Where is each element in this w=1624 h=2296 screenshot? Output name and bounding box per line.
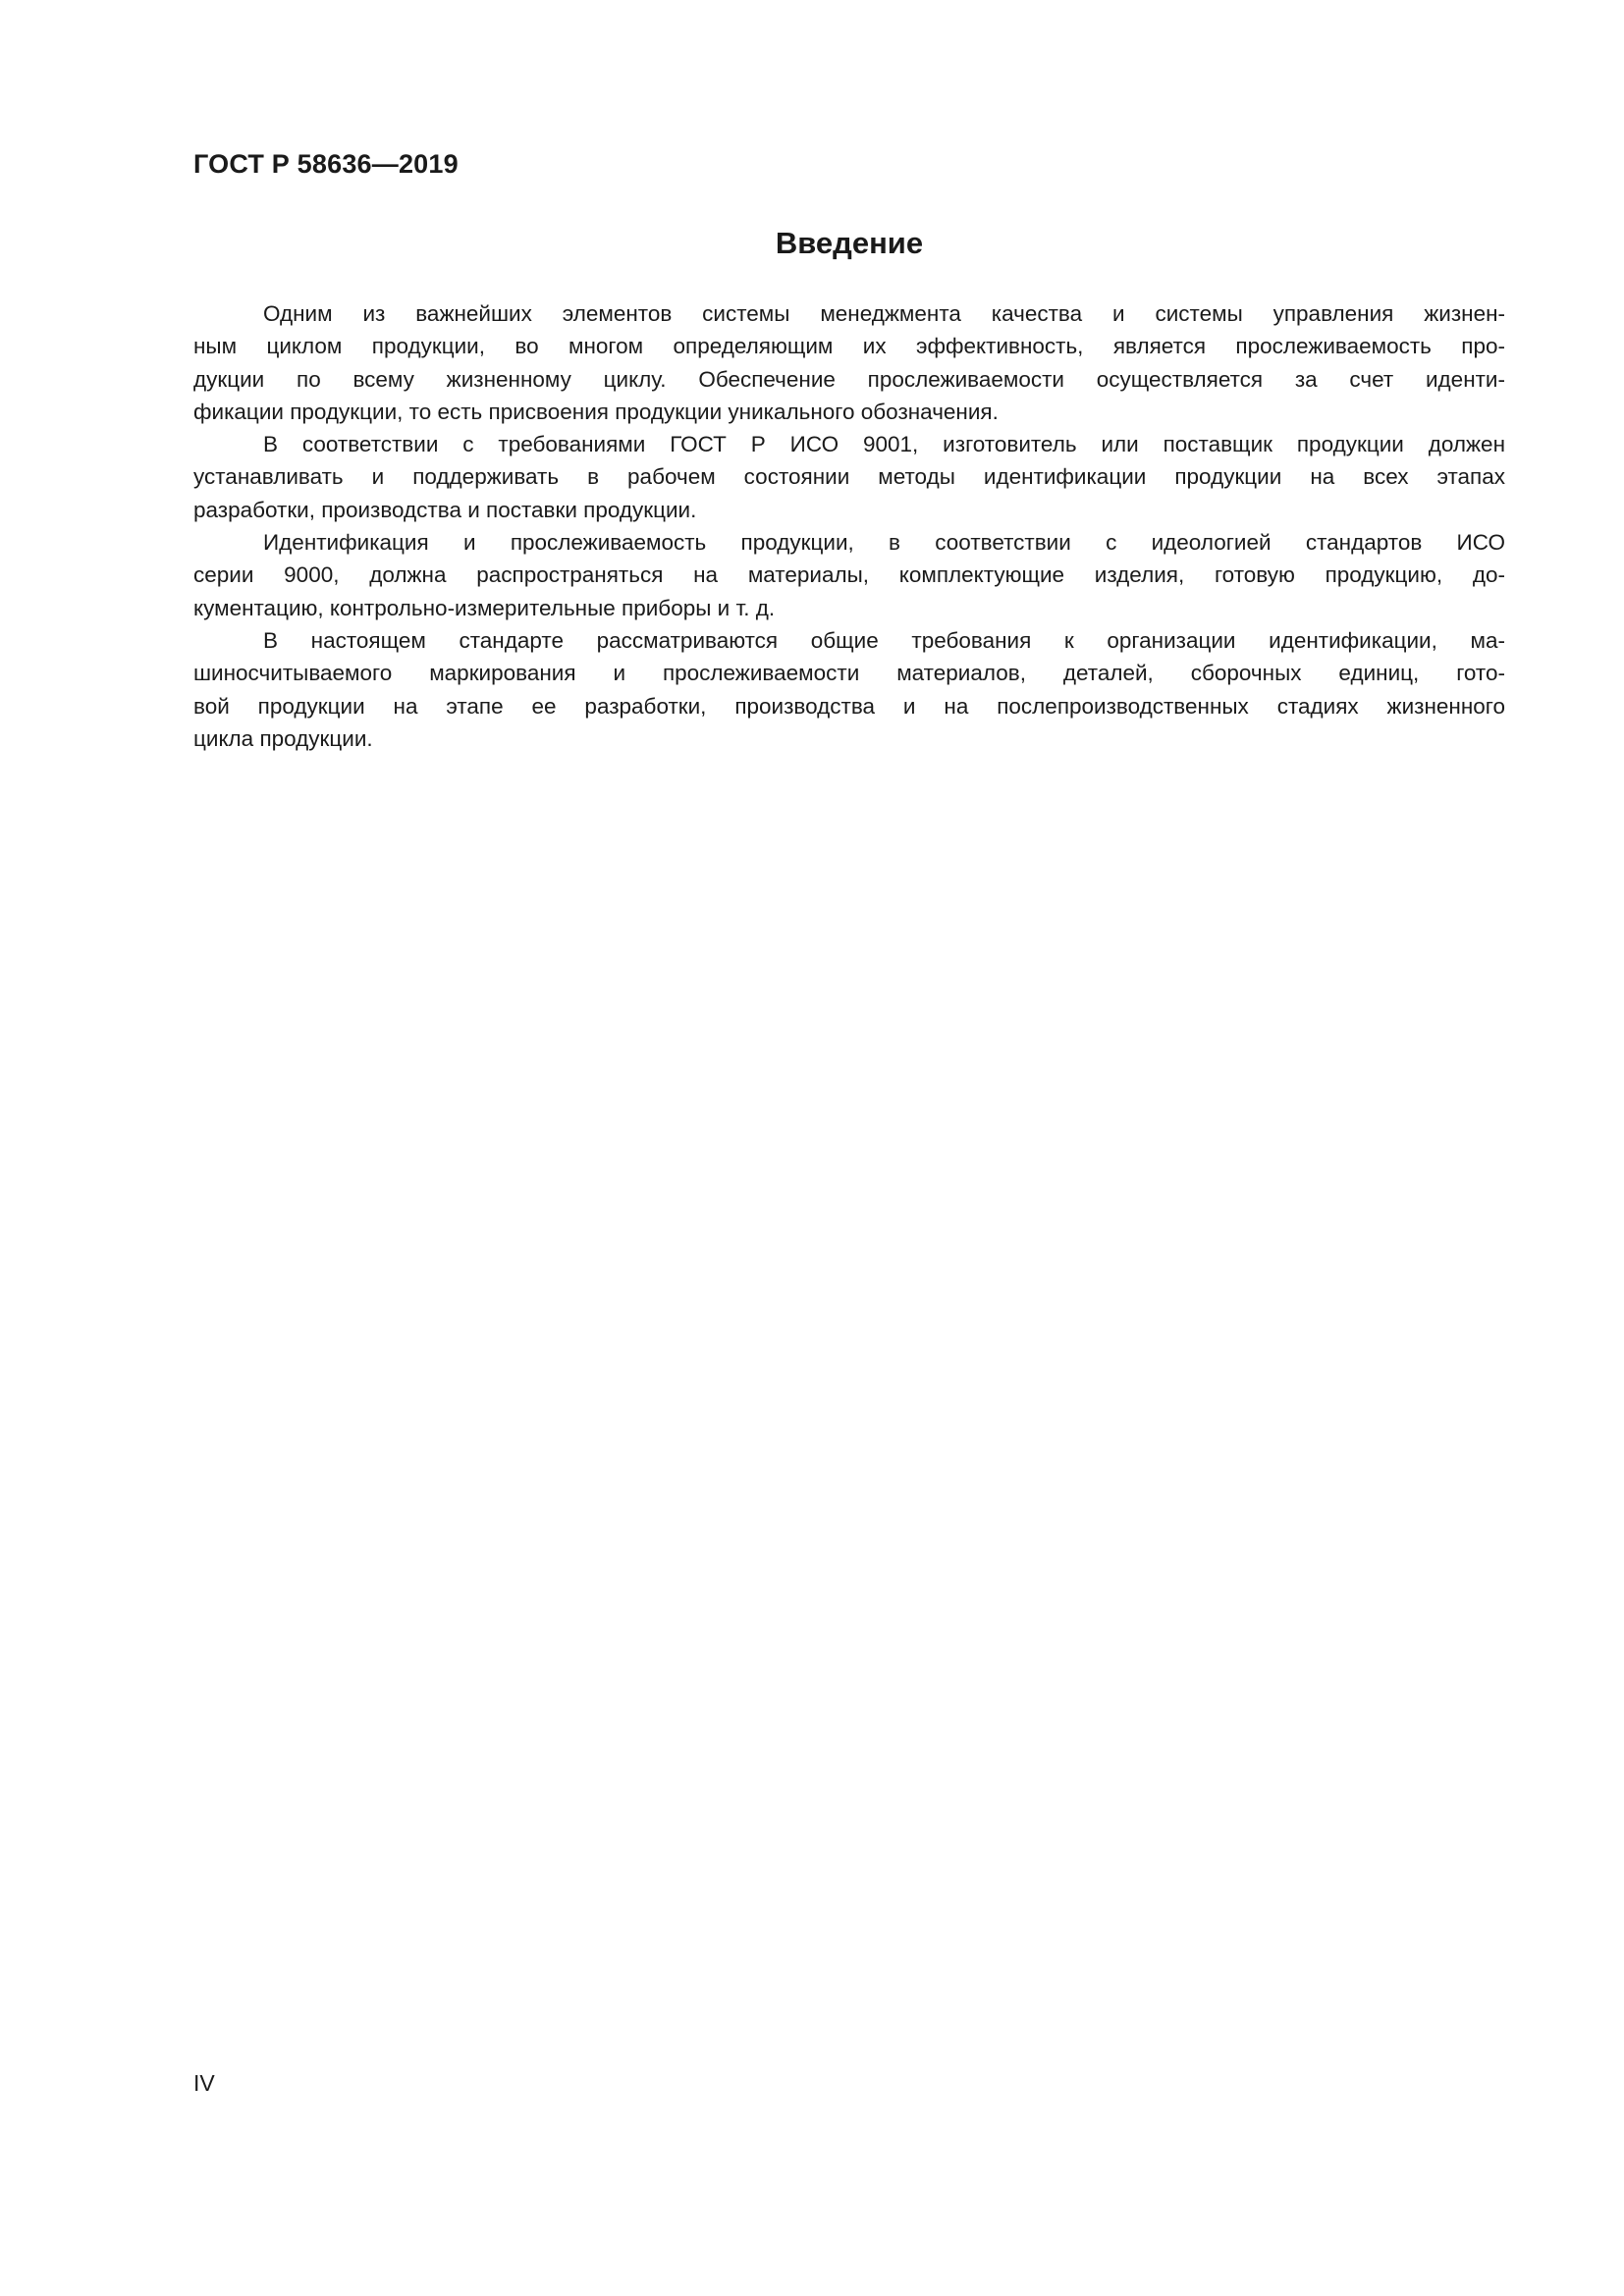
text-line: фикации продукции, то есть присвоения продукции уникального обозначения. [193, 399, 999, 424]
document-header-id: ГОСТ Р 58636—2019 [193, 149, 459, 179]
section-title: Введение [775, 226, 924, 260]
text-line: дукции по всему жизненному циклу. Обеспечение прослеживаемости осуществляется за счет иденти- [193, 366, 1505, 392]
page-number: IV [193, 2070, 215, 2096]
text-line: ным циклом продукции, во многом определяющим их эффективность, является прослеживаемость про- [193, 334, 1505, 359]
text-line: кументацию, контрольно-измерительные приборы и т. д. [193, 595, 776, 620]
paragraph-4 [193, 624, 1505, 755]
text-line: В соответствии с требованиями ГОСТ Р ИСО 9001, изготовитель или поставщик продукции должен [263, 432, 1505, 457]
paragraph-1 [193, 297, 1505, 428]
text-line: серии 9000, должна распространяться на материалы, комплектующие изделия, готовую продукцию, до- [193, 562, 1505, 588]
text-line: Одним из важнейших элементов системы менеджмента качества и системы управления жизнен- [263, 301, 1505, 326]
text-line: шиносчитываемого маркирования и прослеживаемости материалов, деталей, сборочных единиц, гото- [193, 661, 1505, 686]
text-line: Идентификация и прослеживаемость продукции, в соответствии с идеологией стандартов ИСО [263, 530, 1505, 556]
paragraph-2 [193, 428, 1505, 526]
text-line: устанавливать и поддерживать в рабочем состоянии методы идентификации продукции на всех этапах [193, 464, 1505, 490]
text-line: В настоящем стандарте рассматриваются общие требования к организации идентификации, ма- [263, 627, 1505, 653]
text-line: вой продукции на этапе ее разработки, производства и на послепроизводственных стадиях жизненного [193, 693, 1505, 719]
text-line: цикла продукции. [193, 725, 373, 751]
introduction-body [193, 297, 1505, 755]
text-line: разработки, производства и поставки продукции. [193, 497, 697, 522]
paragraph-3 [193, 526, 1505, 624]
